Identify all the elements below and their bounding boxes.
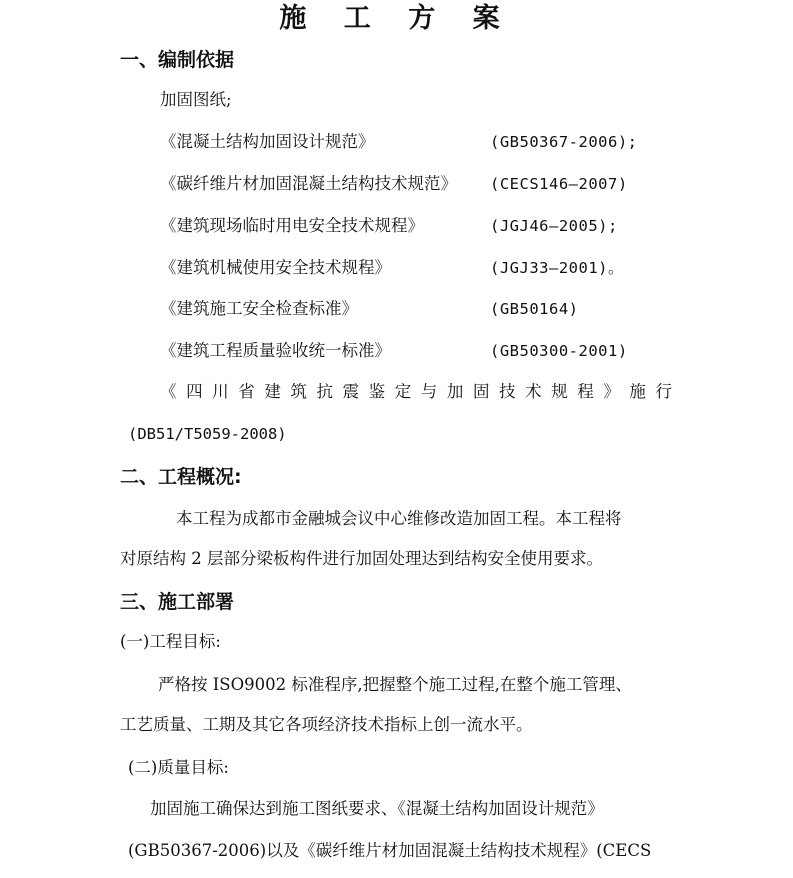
quality-goal-line: (GB50367-2006)以及《碳纤维片材加固混凝土结构技术规程》(CECS — [128, 841, 652, 860]
overview-paragraph-line: 对原结构 2 层部分梁板构件进行加固处理达到结构安全使用要求。 — [120, 549, 603, 568]
standard-name: 《混凝土结构加固设计规范》 — [160, 132, 375, 151]
standard-code: (GB50300-2001) — [490, 342, 628, 360]
standard-name: 《建筑机械使用安全技术规程》 — [160, 258, 391, 277]
project-goal-line: 工艺质量、工期及其它各项经济技术指标上创一流水平。 — [120, 715, 533, 734]
standard-code: (JGJ33—2001)。 — [490, 259, 624, 277]
standard-name: 《建筑现场临时用电安全技术规程》 — [160, 216, 424, 235]
standard-name: 《建筑施工安全检查标准》 — [160, 299, 358, 318]
document-title: 施 工 方 案 — [279, 3, 514, 34]
quality-goal-line: 加固施工确保达到施工图纸要求、《混凝土结构加固设计规范》 — [150, 799, 604, 818]
basis-intro: 加固图纸; — [160, 90, 232, 109]
standard-code-sichuan: (DB51/T5059-2008) — [128, 425, 287, 443]
subsection-heading-quality-goal: (二)质量目标: — [128, 758, 229, 777]
standard-code: (GB50164) — [490, 300, 579, 318]
section-heading-overview: 二、工程概况: — [120, 466, 242, 488]
standard-name: 《建筑工程质量验收统一标准》 — [160, 341, 391, 360]
subsection-heading-project-goal: (一)工程目标: — [120, 632, 221, 651]
standard-code: (JGJ46—2005); — [490, 217, 618, 235]
section-heading-basis: 一、编制依据 — [120, 49, 235, 71]
standard-code: (GB50367-2006); — [490, 133, 638, 151]
project-goal-line: 严格按 ISO9002 标准程序,把握整个施工过程,在整个施工管理、 — [158, 675, 632, 694]
standard-code: (CECS146—2007) — [490, 175, 628, 193]
overview-paragraph-line: 本工程为成都市金融城会议中心维修改造加固工程。本工程将 — [176, 509, 622, 528]
standard-name-sichuan: 《四川省建筑抗震鉴定与加固技术规程》施行 — [160, 382, 672, 401]
standard-name: 《碳纤维片材加固混凝土结构技术规范》 — [160, 174, 457, 193]
section-heading-deployment: 三、施工部署 — [120, 591, 235, 613]
